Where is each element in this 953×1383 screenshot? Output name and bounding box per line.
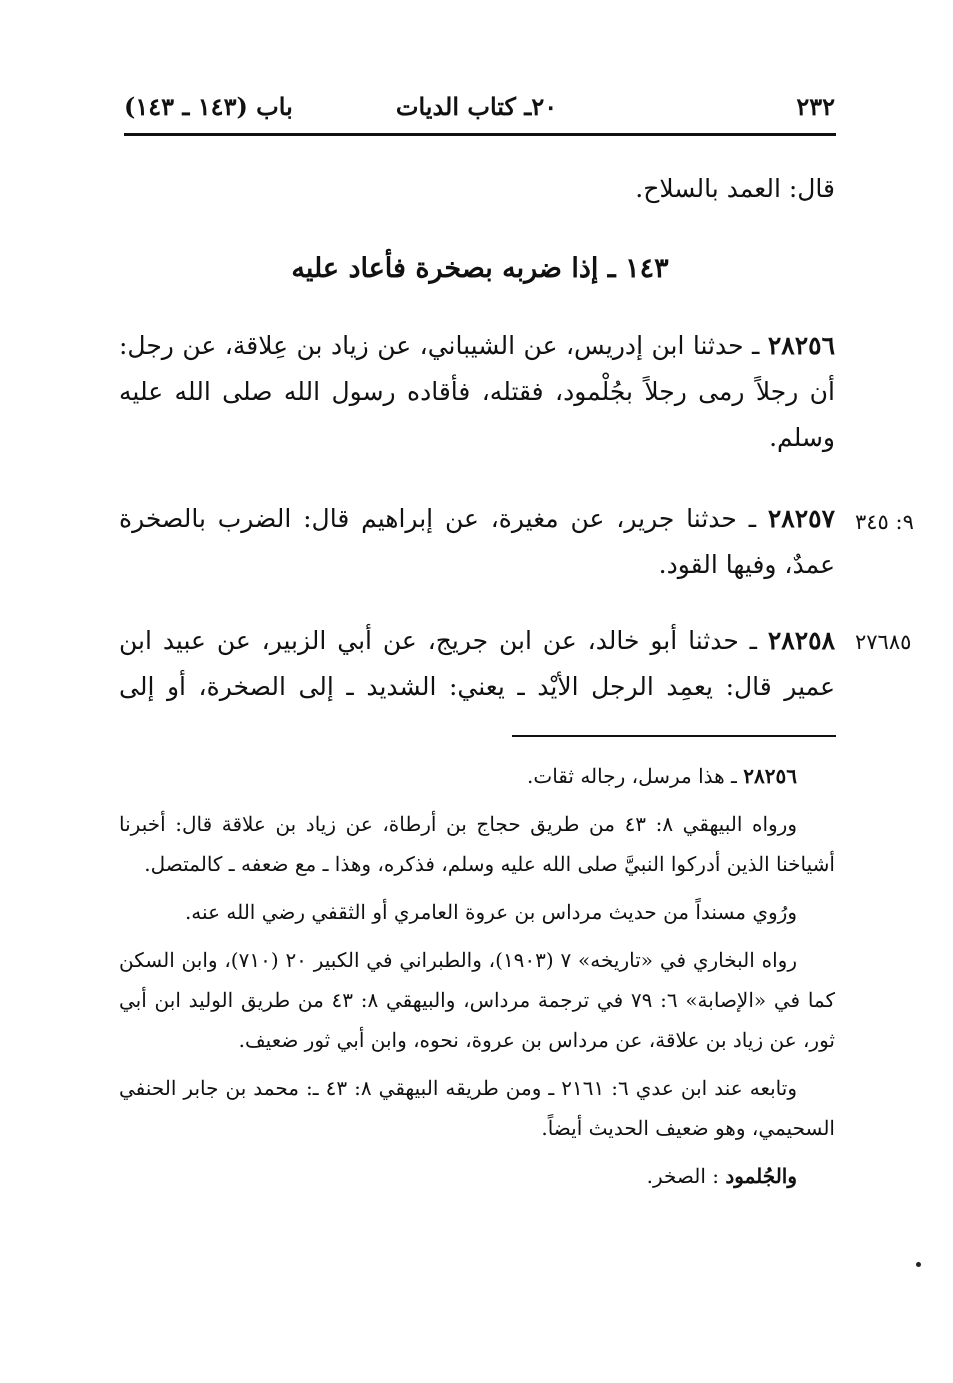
page-number: ٢٣٢ — [796, 92, 835, 121]
hadith-text: ـ حدثنا أبو خالد، عن ابن جريج، عن أبي الزبير، عن عبيد ابن عمير قال: يعمِد الرجل الأيْد ـ يعني: الشديد ـ إلى الصخرة، أو إلى — [119, 626, 835, 701]
book-title: ٢٠ـ كتاب الديات — [395, 92, 558, 121]
hadith-text: ـ حدثنا جرير، عن مغيرة، عن إبراهيم قال: الضرب بالصخرة عمدٌ، وفيها القود. — [119, 504, 835, 579]
chapter-range: باب (١٤٣ ـ ١٤٣) — [124, 92, 293, 121]
chapter-heading: ١٤٣ ـ إذا ضربه بصخرة فأعاد عليه — [291, 253, 669, 284]
footnote-paragraph: ورُوي مسنداً من حديث مرداس بن عروة العامري أو الثقفي رضي الله عنه. — [184, 900, 797, 924]
hadith-number: ٢٨٢٥٦ — [767, 331, 836, 360]
glossary-term: والجُلمود — [725, 1164, 797, 1188]
glossary-definition: : الصخر. — [646, 1164, 719, 1188]
footnote-ref-number: ٢٨٢٥٦ — [743, 764, 797, 788]
hadith-text: ـ حدثنا ابن إدريس، عن الشيباني، عن زياد بن عِلاقة، عن رجل: أن رجلاً رمى رجلاً بجُلْمود، فقتله، فأقاده رسول الله صلى الله عليه وسلم. — [119, 331, 835, 452]
margin-reference: ٩: ٣٤٥ — [855, 510, 914, 534]
hadith-entry — [119, 618, 835, 710]
footnote-paragraph: رواه البخاري في «تاريخه» ٧ (١٩٠٣)، والطبراني في الكبير ٢٠ (٧١٠)، وابن السكن كما في «الإصابة» ٦: ٧٩ في ترجمة مرداس، والبيهقي ٨: ٤٣ من طريق الوليد ابن أبي ثور، عن زياد بن علاقة، عن مرداس بن عروة، نحوه، وابن أبي ثور ضعيف. — [119, 948, 835, 1052]
hadith-entry — [119, 496, 835, 588]
footnote-paragraph: ورواه البيهقي ٨: ٤٣ من طريق حجاج بن أرطاة، عن زياد بن علاقة قال: أخبرنا أشياخنا الذين أدركوا النبيَّ صلى الله عليه وسلم، فذكره، وهذا ـ مع ضعفه ـ كالمتصل. — [119, 812, 835, 876]
footnote-text: ـ هذا مرسل، رجاله ثقات. — [527, 764, 737, 788]
footnote-rule — [512, 735, 836, 737]
footnotes — [119, 756, 835, 1196]
margin-reference: ٢٧٦٨٥ — [855, 630, 912, 654]
hadith-entry — [119, 323, 835, 461]
continuation-line: قال: العمد بالسلاح. — [635, 174, 835, 203]
margin-dot — [916, 1262, 921, 1267]
hadith-number: ٢٨٢٥٧ — [767, 504, 835, 533]
hadith-number: ٢٨٢٥٨ — [767, 626, 836, 655]
footnote-paragraph: وتابعه عند ابن عدي ٦: ٢١٦١ ـ ومن طريقه البيهقي ٨: ٤٣ ـ: محمد بن جابر الحنفي السحيمي، وهو ضعيف الحديث أيضاً. — [119, 1076, 835, 1140]
footnote-paragraph — [119, 756, 835, 796]
header-rule — [124, 133, 836, 136]
footnote-paragraph — [119, 1156, 835, 1196]
